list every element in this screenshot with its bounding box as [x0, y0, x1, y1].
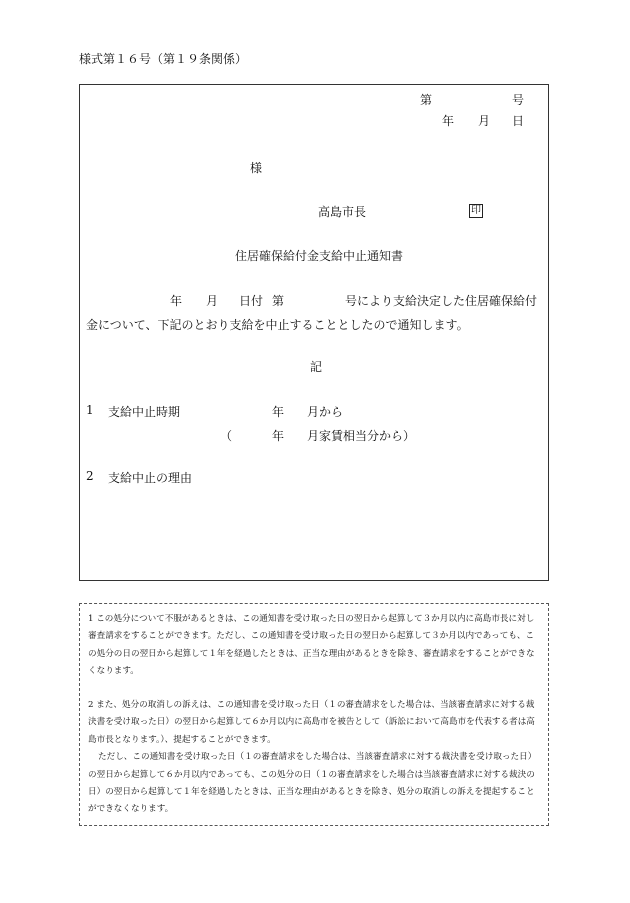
date-year: 年: [442, 114, 455, 128]
notes-box: [79, 603, 549, 826]
body-dai: 第: [272, 294, 285, 308]
item1-year2: 年: [272, 429, 285, 443]
body-line2: 金について、下記のとおり支給を中止することとしたので通知します。: [86, 318, 469, 332]
body-line1-rest: 号により支給決定した住居確保給付: [345, 294, 538, 308]
document-title: 住居確保給付金支給中止通知書: [235, 249, 404, 263]
document-number-go: 号: [512, 93, 525, 107]
body-year: 年: [170, 294, 183, 308]
item2-number: 2: [86, 469, 94, 483]
note-2-proviso: ただし、この通知書を受け取った日（１の審査請求をした場合は、当該審査請求に対する裁決書を受け取った日）の翌日から起算して６か月以内であっても、この処分の日（１の審査請求をした場合は当該審査請求に対する裁決の日）の翌日から起算して１年を経過したときは、正当な理由があるときを除き、処分の取消しの訴えを提起することができなくなります。: [88, 752, 537, 815]
seal-mark: 印: [471, 205, 481, 216]
item1-paren-open: （: [220, 429, 233, 443]
document-number-dai: 第: [420, 93, 433, 107]
note-1: [88, 611, 538, 681]
body-month: 月: [206, 294, 219, 308]
item1-from: 月から: [307, 405, 344, 419]
form-number: 様式第１６号（第１９条関係）: [79, 52, 248, 66]
note-2: [88, 697, 538, 819]
addressee-suffix: 様: [250, 161, 263, 175]
item1-rent: 月家賃相当分から）: [307, 429, 416, 443]
date-month: 月: [478, 114, 491, 128]
ki-heading: 記: [310, 360, 323, 374]
note-2-text: 2 また、処分の取消しの訴えは、この通知書を受け取った日（１の審査請求をした場合は、当該審査請求に対する裁決書を受け取った日）の翌日から起算して６か月以内に高島市を被告として（訴訟において高島市を代表する者は高島市長となります。）、提起することができます。: [88, 700, 535, 745]
note-1-text: 1 この処分について不服があるときは、この通知書を受け取った日の翌日から起算して３か月以内に高島市長に対し審査請求をすることができます。ただし、この通知書を受け取った日の翌日から起算して３か月以内であっても、この処分の日の翌日から起算して１年を経過したときは、正当な理由があるときを除き、審査請求をすることができなくなります。: [88, 614, 535, 677]
item1-label: 支給中止時期: [108, 405, 181, 419]
item1-year: 年: [272, 405, 285, 419]
item2-label: 支給中止の理由: [108, 471, 193, 485]
item1-number: 1: [86, 403, 94, 417]
date-day: 日: [512, 114, 525, 128]
issuer: 高島市長: [318, 205, 367, 219]
body-date: 日付: [239, 294, 264, 308]
notice-form: [79, 84, 549, 581]
